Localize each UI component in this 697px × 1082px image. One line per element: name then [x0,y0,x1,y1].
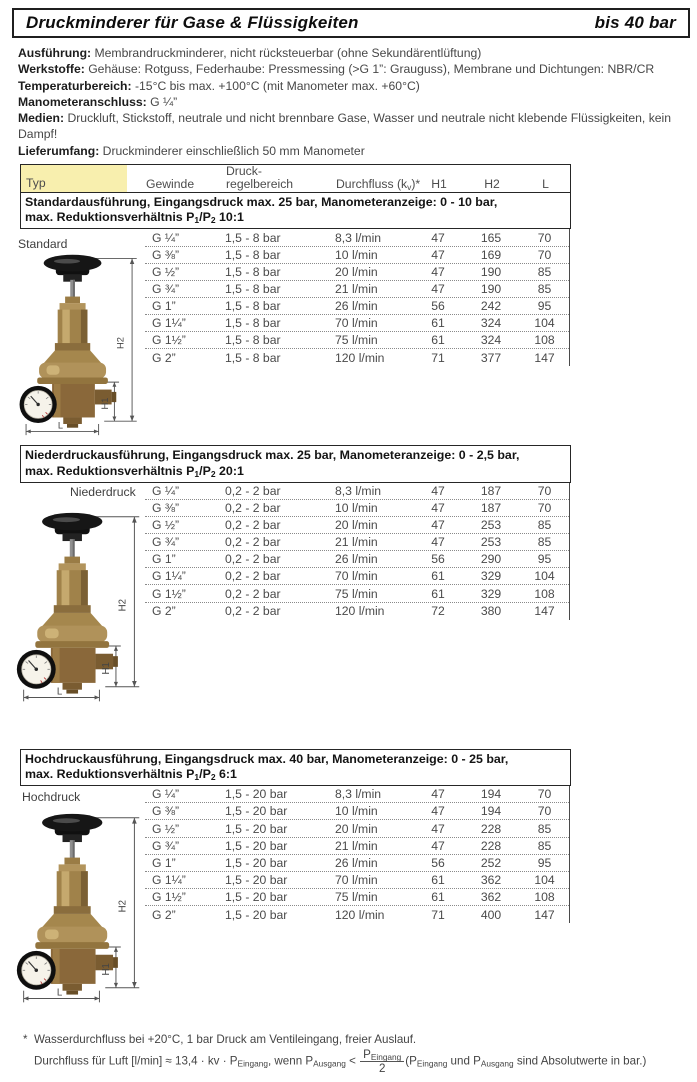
cell-gewinde: G 1¼” [152,569,186,584]
table-row [145,603,569,620]
cell-l: 104 [534,569,555,584]
column-header-l: L [542,177,549,192]
cell-druckregelbereich: 0,2 - 2 bar [225,501,281,516]
table-row [145,889,569,906]
cell-l: 70 [537,787,552,802]
cell-h1: 47 [431,501,445,516]
footnote-text-2e: und P [447,1054,481,1068]
figure-column [20,229,145,435]
table-rows [145,786,570,923]
column-header-druckregelbereich: Druck- regelbereich [226,164,294,192]
cell-l: 95 [537,298,552,313]
spec-line [18,110,684,143]
cell-gewinde: G ⅜” [152,247,180,262]
cell-gewinde: G 1¼” [152,872,186,887]
cell-gewinde: G ¾” [152,838,180,853]
spec-label: Manometeranschluss: [18,94,151,109]
cell-l: 147 [534,604,555,619]
cell-durchfluss: 21 l/min [335,535,378,550]
column-header-grid [146,165,569,192]
cell-l: 108 [534,889,555,904]
cell-durchfluss: 75 l/min [335,889,378,904]
dim-label-h1: H1 [101,963,113,976]
table-row [145,568,569,585]
cell-druckregelbereich: 0,2 - 2 bar [225,535,281,550]
cell-druckregelbereich: 1,5 - 8 bar [225,281,281,296]
cell-druckregelbereich: 0,2 - 2 bar [225,518,281,533]
table-row [145,500,569,517]
table-row [145,820,569,837]
table-row [145,551,569,568]
cell-h1: 47 [431,281,445,296]
cell-h2: 324 [480,333,502,348]
cell-h1: 61 [431,569,445,584]
cell-l: 70 [537,247,552,262]
cell-druckregelbereich: 1,5 - 20 bar [225,838,288,853]
cell-gewinde: G 1½” [152,889,186,904]
cell-h1: 72 [431,604,445,619]
section-body [20,786,690,1020]
cell-druckregelbereich: 1,5 - 8 bar [225,333,281,348]
cell-durchfluss: 75 l/min [335,586,378,601]
spec-text: Druckminderer einschließlich 50 mm Manometer [102,143,365,158]
footnote-sub-ausgang: Ausgang [313,1058,346,1069]
cell-druckregelbereich: 1,5 - 20 bar [225,855,288,870]
cell-druckregelbereich: 1,5 - 20 bar [225,804,288,819]
footnote-text-2f: sind Absolutwerte in bar.) [513,1054,647,1068]
figure-column [20,483,145,735]
cell-gewinde: G 2” [152,350,176,365]
dim-label-h2: H2 [115,337,126,350]
cell-druckregelbereich: 0,2 - 2 bar [225,483,281,498]
cell-durchfluss: 75 l/min [335,333,378,348]
pressure-range-badge: bis 40 bar [594,12,676,32]
table-row [145,349,569,366]
cell-h2: 165 [480,230,502,245]
cell-durchfluss: 70 l/min [335,872,378,887]
cell-h2: 324 [480,316,502,330]
cell-durchfluss: 26 l/min [335,552,378,567]
spec-text: G ¼” [150,94,178,109]
footnote-line-2 [34,1049,690,1074]
cell-druckregelbereich: 1,5 - 8 bar [225,350,281,365]
table-row [145,315,569,332]
table-row [145,534,569,551]
spec-line [18,78,684,94]
fraction-denominator: 2 [378,1062,386,1076]
cell-gewinde: G ½” [152,518,180,533]
cell-gewinde: G ¾” [152,535,180,550]
cell-h1: 47 [431,821,445,836]
dim-label-h1: H1 [99,398,110,410]
cell-durchfluss: 8,3 l/min [335,483,382,498]
cell-h2: 253 [480,518,502,533]
table-rows [145,229,570,366]
variant-label: Standard [18,237,68,252]
variant-label: Hochdruck [22,790,81,805]
cell-gewinde: G ¾” [152,281,180,296]
spec-list [18,45,684,159]
cell-durchfluss: 20 l/min [335,821,378,836]
cell-h1: 61 [431,872,445,887]
table-row [145,855,569,872]
section-title: Hochdruckausführung, Eingangsdruck max. 40 bar, Manometeranzeige: 0 - 25 bar, max. Reduktionsverhältnis $P_1/P_2$ 6:1 [25,751,509,783]
spring-housing [59,563,86,571]
cell-durchfluss: 8,3 l/min [335,230,382,245]
footnote-text-2d: (P [405,1054,417,1068]
table-row [145,517,569,534]
cell-gewinde: G 2” [152,907,176,922]
cell-l: 70 [537,804,552,819]
cell-h1: 61 [431,333,445,348]
cell-durchfluss: 20 l/min [335,264,378,279]
footnote-text-2b: , wenn P [267,1054,314,1068]
cell-h2: 190 [480,281,502,296]
cell-h2: 194 [480,787,502,802]
footnote-sub-ausgang-2: Ausgang [480,1058,514,1069]
cell-gewinde: G ⅜” [152,804,180,819]
cell-h2: 329 [480,586,502,601]
column-header-durchfluss: Durchfluss (kv)* [336,177,421,193]
table-head-box [20,445,571,482]
cell-h2: 253 [480,535,502,550]
spring-housing [59,865,86,873]
section-body [20,229,690,435]
pressure-regulator-photo [12,251,148,437]
cell-h2: 290 [480,552,502,567]
footnote-sub-eingang-2: Eingang [416,1058,448,1069]
cell-druckregelbereich: 1,5 - 20 bar [225,889,288,904]
cell-h2: 187 [480,483,502,498]
dim-label-l: L [56,686,63,698]
section-hochdruck [20,749,690,1020]
cell-gewinde: G ¼” [152,230,180,245]
cell-l: 70 [537,501,552,516]
spec-line [18,61,684,77]
cell-gewinde: G 1½” [152,586,186,601]
cell-durchfluss: 21 l/min [335,281,378,296]
spec-line [18,143,684,159]
table-row [145,281,569,298]
table-row [145,483,569,500]
table-row [145,298,569,315]
cell-h2: 362 [480,889,502,904]
cell-h2: 362 [480,872,502,887]
column-header-typ: Typ [21,165,127,192]
cell-durchfluss: 120 l/min [335,604,385,619]
cell-l: 85 [537,535,552,550]
spec-label: Werkstoffe: [18,62,89,77]
cell-druckregelbereich: 1,5 - 8 bar [225,316,281,330]
table-row [145,247,569,264]
cell-gewinde: G ½” [152,264,180,279]
cell-durchfluss: 10 l/min [335,804,378,819]
cell-durchfluss: 26 l/min [335,855,378,870]
cell-h1: 56 [431,855,445,870]
title-box [12,8,690,38]
cell-h2: 228 [480,838,502,853]
table-row [145,786,569,803]
table-head-box [20,164,571,229]
column-header-h1: H1 [431,177,447,192]
spec-line [18,94,684,110]
cell-h2: 329 [480,569,502,584]
cell-h1: 47 [431,483,445,498]
section-body [20,483,690,735]
section-standard [20,164,690,435]
cell-druckregelbereich: 1,5 - 8 bar [225,247,281,262]
spec-label: Medien: [18,111,68,126]
cell-durchfluss: 21 l/min [335,838,378,853]
footnote-asterisk: * [23,1033,28,1047]
pressure-regulator-photo [12,509,148,723]
cell-h1: 56 [431,552,445,567]
dim-label-l: L [57,421,64,432]
footnote-text-2a: Durchfluss für Luft [l/min] ≈ 13,4 · kv · P [34,1054,238,1068]
cell-durchfluss: 120 l/min [335,907,385,922]
spec-label: Lieferumfang: [18,143,103,158]
cell-h1: 47 [431,247,445,262]
spec-text: Membrandruckminderer, nicht rücksteuerbar (ohne Sekundärentlüftung) [94,46,482,60]
cell-h1: 47 [431,787,445,802]
dim-label-h1: H1 [101,662,113,675]
cell-h1: 61 [431,586,445,601]
cell-h2: 169 [480,247,502,262]
spec-text: Gehäuse: Rotguss, Federhaube: Pressmessing (>G 1”: Grauguss), Membrane und Dichtungen: NBR/CR [88,62,655,77]
cell-gewinde: G ⅜” [152,501,180,516]
fraction-numerator: $P_{Eingang}$ [360,1049,404,1062]
section-title: Niederdruckausführung, Eingangsdruck max. 25 bar, Manometeranzeige: 0 - 2,5 bar, max. Reduktionsverhältnis $P_1/P_2$ 20:1 [25,448,520,479]
figure-column [20,786,145,1020]
cell-h1: 47 [431,804,445,819]
cell-l: 85 [537,281,552,296]
column-header-gewinde: Gewinde [146,177,195,192]
cell-h2: 228 [480,821,502,836]
cell-l: 147 [534,350,555,365]
cell-h2: 194 [480,804,502,819]
table-rows [145,483,570,620]
cell-durchfluss: 10 l/min [335,501,378,516]
cell-h1: 61 [431,316,445,330]
cell-druckregelbereich: 1,5 - 8 bar [225,264,281,279]
cell-l: 85 [537,821,552,836]
cell-druckregelbereich: 0,2 - 2 bar [225,604,281,619]
dim-label-h2: H2 [117,598,129,612]
cell-durchfluss: 70 l/min [335,569,378,584]
cell-l: 95 [537,855,552,870]
cell-h2: 377 [480,350,502,365]
cell-druckregelbereich: 0,2 - 2 bar [225,552,281,567]
dim-label-h2: H2 [117,900,129,913]
column-header-h2: H2 [484,177,500,192]
spec-line [18,45,684,61]
cell-druckregelbereich: 1,5 - 8 bar [225,230,281,245]
cell-druckregelbereich: 1,5 - 20 bar [225,872,288,887]
pressure-regulator-photo [12,810,148,1008]
footnote-line-1 [23,1032,690,1047]
cell-druckregelbereich: 1,5 - 20 bar [225,787,288,802]
cell-gewinde: G 1” [152,552,176,567]
cell-h1: 47 [431,838,445,853]
cell-h1: 47 [431,230,445,245]
cell-h2: 187 [480,501,502,516]
cell-h1: 71 [431,907,445,922]
cell-gewinde: G 1½” [152,333,186,348]
table-row [145,803,569,820]
dim-label-l: L [56,987,63,999]
spec-text: -15°C bis max. +100°C (mit Manometer max. +60°C) [134,78,420,93]
cell-gewinde: G 1” [152,855,176,870]
cell-h1: 56 [431,298,445,313]
cell-durchfluss: 26 l/min [335,298,378,313]
page-title: Druckminderer für Gase & Flüssigkeiten [26,12,359,32]
cell-durchfluss: 8,3 l/min [335,787,382,802]
cell-h1: 61 [431,889,445,904]
cell-durchfluss: 20 l/min [335,518,378,533]
footnote-sub-eingang: Eingang [237,1058,268,1069]
table-row [145,906,569,923]
table-row [145,332,569,349]
cell-h2: 380 [480,604,502,619]
variant-label: Niederdruck [70,484,136,499]
footnote-text-2c: < [345,1054,360,1068]
cell-druckregelbereich: 1,5 - 8 bar [225,298,281,313]
cell-l: 104 [534,872,555,887]
cell-durchfluss: 120 l/min [335,350,385,365]
cell-h1: 71 [431,350,445,365]
table-row [145,872,569,889]
table-row [145,264,569,281]
cell-l: 85 [537,518,552,533]
section-title: Standardausführung, Eingangsdruck max. 25 bar, Manometeranzeige: 0 - 10 bar, max. Reduktionsverhältnis $P_1/P_2$ 10:1 [25,195,498,226]
table-row [145,838,569,855]
table-row [145,585,569,602]
cell-gewinde: G ½” [152,821,180,836]
table-head-box [20,749,571,786]
cell-h1: 47 [431,535,445,550]
cell-h2: 400 [480,907,502,922]
fraction [360,1049,404,1074]
cell-gewinde: G ¼” [152,787,180,802]
cell-gewinde: G 1” [152,298,176,313]
cell-durchfluss: 10 l/min [335,247,378,262]
cell-l: 95 [537,552,552,567]
column-header-row [21,165,570,193]
sections-container [12,164,690,1020]
cell-h1: 47 [431,264,445,279]
section-niederdruck [20,445,690,734]
cell-durchfluss: 70 l/min [335,316,378,330]
cell-druckregelbereich: 0,2 - 2 bar [225,569,281,584]
cell-h2: 190 [480,264,502,279]
spec-label: Temperaturbereich: [18,78,135,93]
cell-l: 147 [534,907,555,922]
cell-h2: 242 [480,298,502,313]
cell-gewinde: G 1¼” [152,316,186,330]
footnote [23,1032,690,1076]
spec-text: Druckluft, Stickstoff, neutrale und nicht brennbare Gase, Wasser und neutrale nicht klebende Flüssigkeiten, kein Dampf! [18,111,672,142]
cell-l: 85 [537,838,552,853]
cell-l: 70 [537,230,552,245]
footnote-text-1: Wasserdurchfluss bei +20°C, 1 bar Druck am Ventileingang, freier Auslauf. [34,1033,417,1047]
cell-gewinde: G 2” [152,604,176,619]
cell-h1: 47 [431,518,445,533]
cell-l: 85 [537,264,552,279]
cell-l: 104 [534,316,555,330]
cell-gewinde: G ¼” [152,483,180,498]
spring-housing [60,304,86,311]
spec-label: Ausführung: [18,46,95,60]
cell-l: 108 [534,586,555,601]
cell-druckregelbereich: 1,5 - 20 bar [225,907,288,922]
table-row [145,229,569,246]
cell-druckregelbereich: 1,5 - 20 bar [225,821,288,836]
cell-druckregelbereich: 0,2 - 2 bar [225,586,281,601]
cell-l: 108 [534,333,555,348]
cell-h2: 252 [480,855,502,870]
cell-l: 70 [537,483,552,498]
